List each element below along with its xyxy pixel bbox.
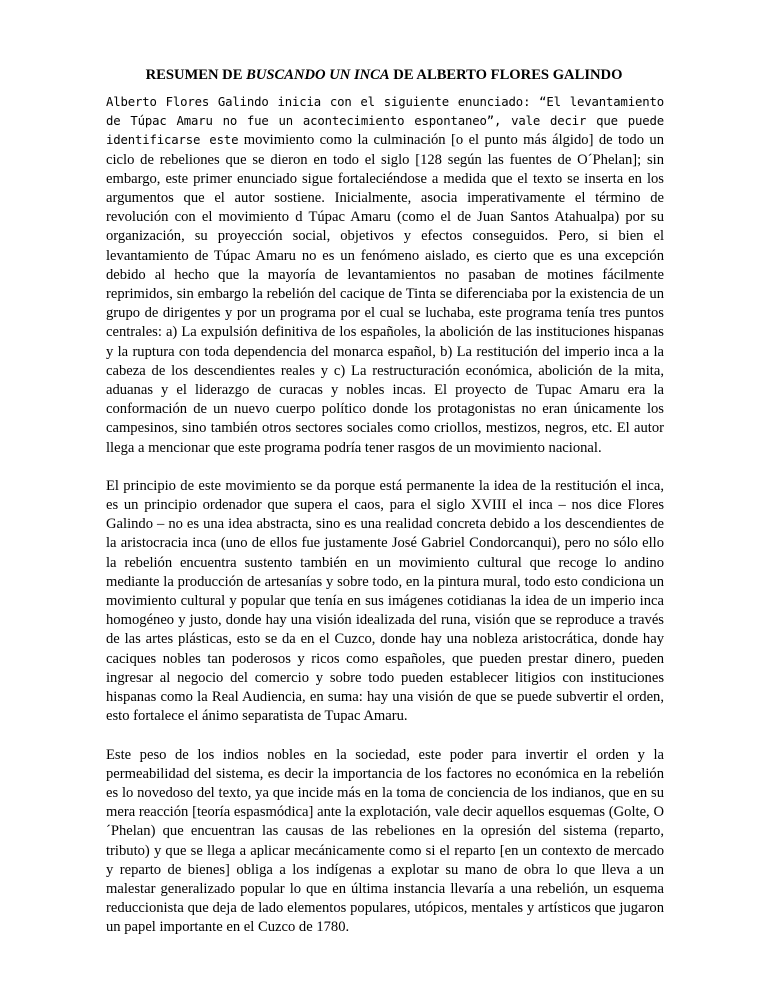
paragraph-2-text: El principio de este movimiento se da porque está permanente la idea de la restitución el inca, es un principio ordenador que supera el caos, para el siglo XVIII el inca – nos dice Flores Galindo – no es una idea abstracta, sino es una realidad concreta debido a los descendientes de la aristocracia inca (uno de ellos fue justamente José Gabriel Condorcanqui), pero no sólo ello la rebelión encuentra sustento también en un movimiento cultural que recoge lo andino mediante la producción de artesanías y sobre todo, en la pintura mural, todo esto condiciona un movimiento cultural y popular que tenía en sus imágenes cotidianas la idea de un imperio inca homogéneo y justo, donde hay una visión idealizada del runa, visión que se reproduce a través de las artes plásticas, esto se da en el Cuzco, donde hay una nobleza aristocrática, donde hay caciques nobles tan poderosos y ricos como españoles, que pueden prestar dinero, pueden ingresar al negocio del comercio y sobre todo pueden establecer litigios con instituciones hispanas como la Real Audiencia, en suma: hay una visión de que se puede subvertir el orden, esto fortalece el ánimo separatista de Tupac Amaru.: [106, 477, 664, 725]
document-title: [0, 66, 768, 84]
title-prefix: RESUMEN DE: [145, 67, 247, 83]
title-suffix: DE ALBERTO FLORES GALINDO: [389, 67, 623, 83]
paragraph-1: [106, 93, 664, 458]
paragraph-3: [106, 746, 664, 938]
paragraph-2: [106, 477, 664, 727]
title-book-name: BUSCANDO UN INCA: [246, 67, 390, 83]
document-body: [106, 93, 664, 957]
paragraph-1-text: movimiento como la culminación [o el punto más álgido] de todo un ciclo de rebeliones que se dieron en todo el siglo [128 según las fuentes de O´Phelan]; sin embargo, este primer enunciado sigue fortaleciéndose a medida que el texto se inserta en los argumentos que el autor sostiene. Inicialmente, asocia imperativamente el término de revolución con el movimiento d Túpac Amaru (como el de Juan Santos Atahualpa) por su organización, su proyección social, objetivos y efectos conseguidos. Pero, si bien el levantamiento de Túpac Amaru no es un fenómeno aislado, es cierto que es una excepción debido al hecho que la mayoría de levantamientos no pasaban de motines fácilmente reprimidos, sin embargo la rebelión del cacique de Tinta se diferenciaba por la existencia de un grupo de dirigentes y por un programa por el cual se luchaba, este programa tenía tres puntos centrales: a) La expulsión definitiva de los españoles, la abolición de las instituciones hispanas y la ruptura con toda dependencia del monarca español, b) La restitución del imperio inca a la cabeza de los descendientes reales y c) La restructuración económica, abolición de la mita, aduanas y el liderazgo de curacas y nobles incas. El proyecto de Tupac Amaru era la conformación de un nuevo cuerpo político donde los protagonistas no eran únicamente los campesinos, sino también otros sectores sociales como criollos, mestizos, negros, etc. El autor llega a mencionar que este programa podría tener rasgos de un movimiento nacional.: [106, 132, 664, 456]
paragraph-1-lead: Alberto Flores Galindo inicia con el siguiente enunciado: “El levantamiento de Túpac Amaru no fue un acontecimiento espontaneo”, vale decir que puede identificarse este: [106, 95, 664, 148]
paragraph-3-text: Este peso de los indios nobles en la sociedad, este poder para invertir el orden y la permeabilidad del sistema, es decir la importancia de los factores no económica en la rebelión es lo novedoso del texto, ya que incide más en la toma de conciencia de los indianos, que en su mera reacción [teoría espasmódica] ante la explotación, vale decir aquellos esquemas (Golte, O´Phelan) que encuentran las causas de las rebeliones en la opresión del sistema (reparto, tributo) y que se llega a aplicar mecánicamente como si el reparto [en un contexto de mercado y reparto de bienes] obliga a los indígenas a explotar su mano de obra lo que lleva a un malestar generalizado popular lo que en última instancia llevaría a una rebelión, un esquema reduccionista que deja de lado elementos populares, utópicos, mentales y artísticos que jugaron un papel importante en el Cuzco de 1780.: [106, 746, 664, 936]
